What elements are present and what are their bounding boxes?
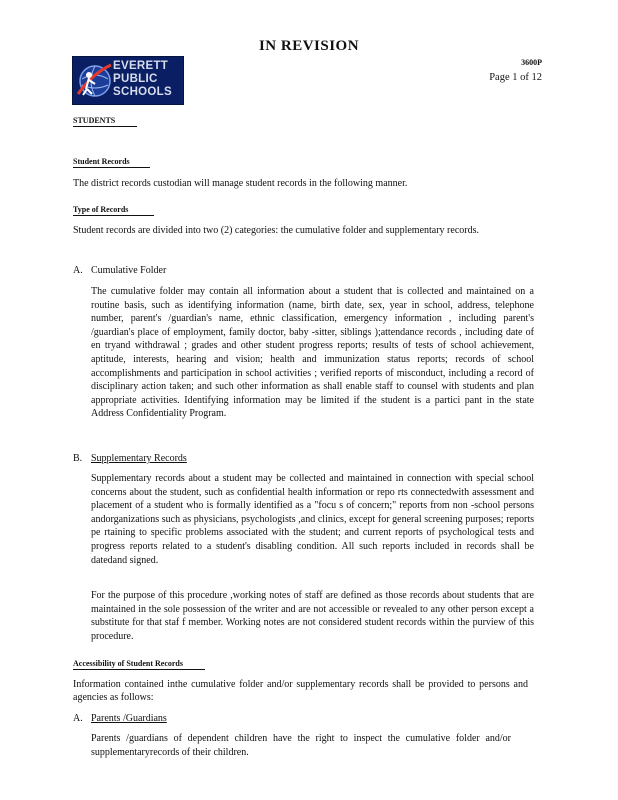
student-records-heading: Student Records bbox=[73, 157, 150, 168]
page-indicator: Page 1 of 12 bbox=[489, 72, 542, 83]
cumulative-folder-item: A. Cumulative Folder bbox=[73, 265, 167, 276]
accessibility-heading: Accessibility of Student Records bbox=[73, 659, 205, 670]
category-heading: STUDENTS bbox=[73, 116, 137, 127]
cumulative-folder-text: The cumulative folder may contain all information about a student that is collected and maintained on a routine basis, such as identifying information (name, birth date, sex, year in school, address, telephone number, parent's /guardian's name, ethnic classification, emergency information , including parent's /guardian's place of employment, family doctor, baby -sitter, siblings );attendance records , including date of en tryand withdrawal ; grades and other student progress reports; results of tests of school achievement, aptitude, interests, hearing and vision; health and immunization status reports; records of school accomplishments and participation in school activities ; verified reports of misconduct, including a record of disciplinary action taken; and such other information as shall enable staff to counsel with students and plan appropriate activities. Identifying information may be limited if the student is a partici pant in the state Address Confidentiality Program. bbox=[91, 286, 534, 420]
revision-title: IN REVISION bbox=[258, 38, 360, 54]
supplementary-records-item: B. Supplementary Records bbox=[73, 453, 187, 464]
parents-guardians-item: A. Parents /Guardians bbox=[73, 713, 167, 724]
parents-guardians-text: Parents /guardians of dependent children have the right to inspect the cumulative folder and/or supplementaryrecords of their children. bbox=[91, 733, 511, 758]
type-of-records-heading: Type of Records bbox=[73, 205, 154, 216]
policy-number: 3600P bbox=[521, 58, 542, 67]
accessibility-text: Information contained inthe cumulative folder and/or supplementary records shall be provided to persons and agencies as follows: bbox=[73, 679, 528, 703]
working-notes-text: For the purpose of this procedure ,working notes of staff are defined as those records about students that are maintained in the sole possession of the writer and are not accessible or revealed to any other person except a substitute for that staf f member. Working notes are not considered student records within the purview of this procedure. bbox=[91, 590, 534, 642]
student-records-text: The district records custodian will manage student records in the following manner. bbox=[73, 178, 408, 189]
logo-wordmark: EVERETT PUBLIC SCHOOLS bbox=[113, 60, 172, 98]
type-of-records-text: Student records are divided into two (2) categories: the cumulative folder and supplementary records. bbox=[73, 225, 479, 236]
everett-public-schools-logo bbox=[72, 56, 184, 105]
supplementary-records-text: Supplementary records about a student may be collected and maintained in connection with special school concerns about the student, such as confidential health information or repo rts connectedwith assessment and placement of a student who is formally identified as a "focu s of concern;" reports from non -school persons andorganizations such as physicians, psychologists ,and clinics, except for general screening purposes; reports pe rtaining to specific problems associated with the student; and current reports of psychological tests and progress reports related to a student's disabling condition. All such reports included in records shall be datedand signed. bbox=[91, 473, 534, 566]
